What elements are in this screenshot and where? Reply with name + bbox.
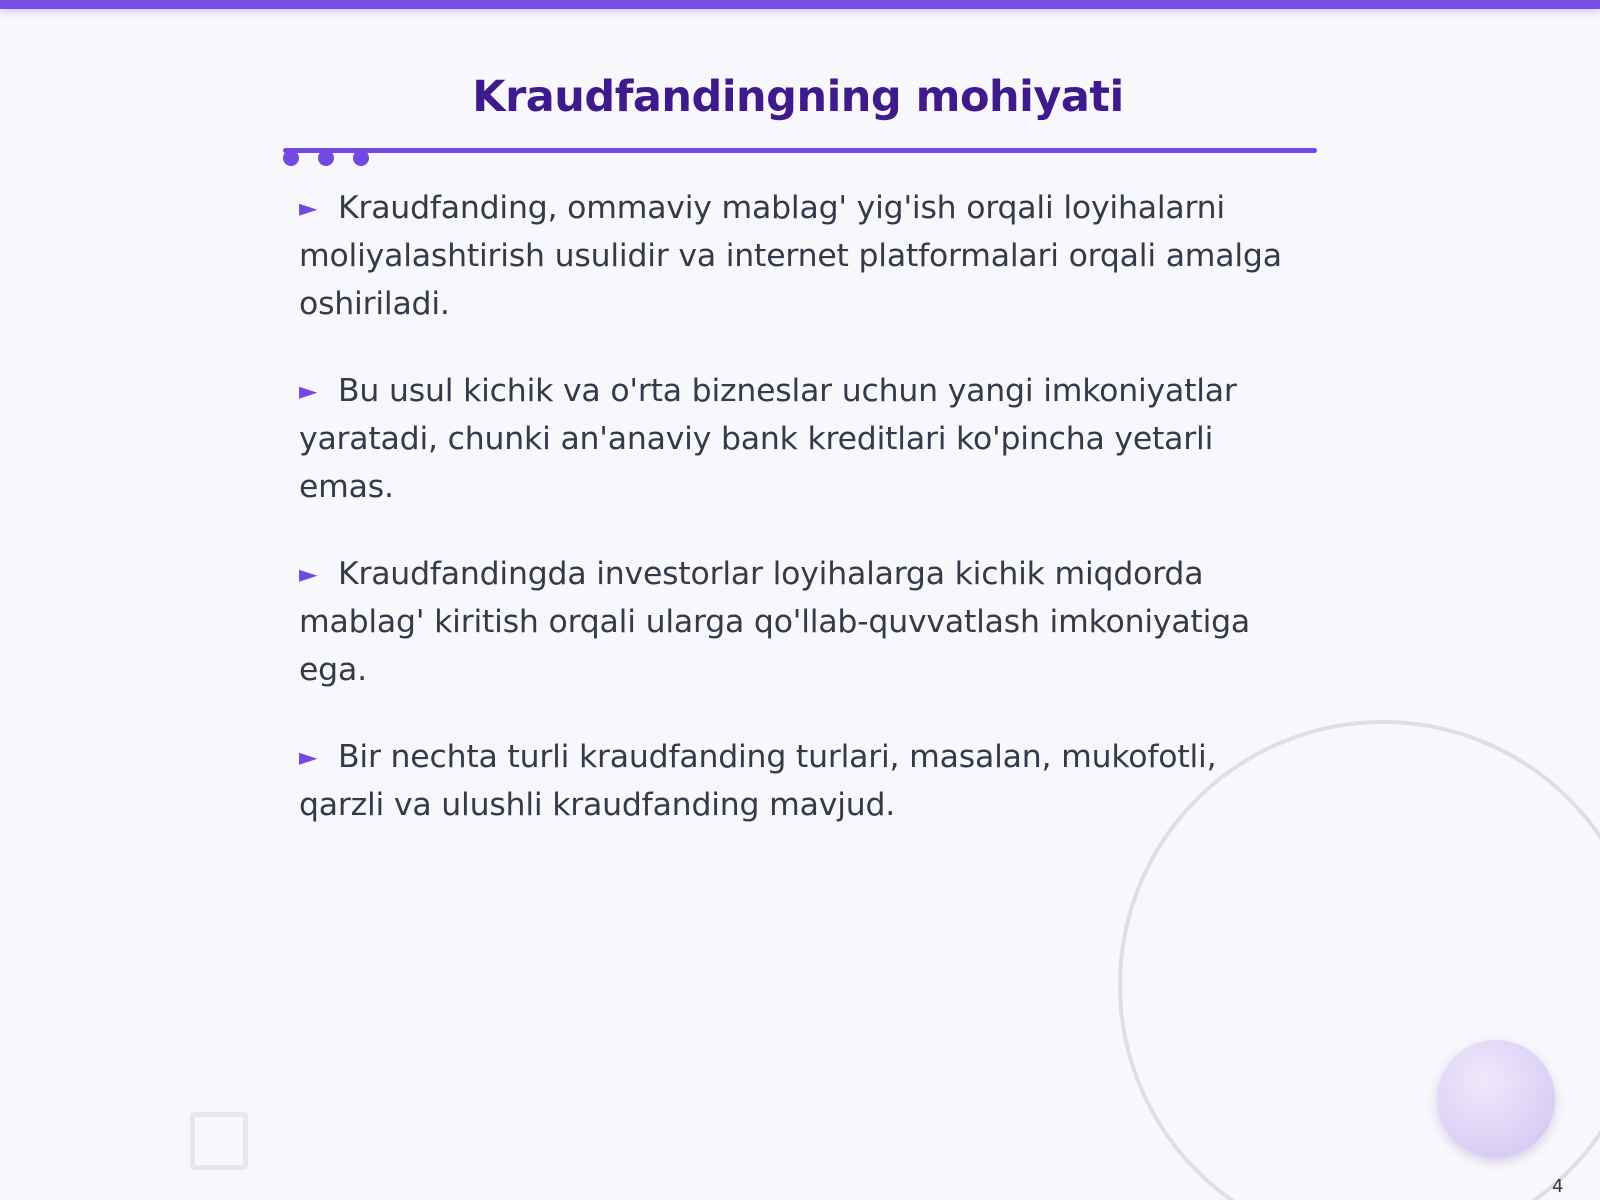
bullet-item xyxy=(299,733,1289,829)
decorative-dot xyxy=(283,150,299,166)
triangle-bullet-icon: ► xyxy=(299,743,318,771)
bullet-text: Bir nechta turli kraudfanding turlari, masalan, mukofotli, qarzli va ulushli kraudfanding mavjud. xyxy=(299,739,1217,823)
bullet-text: Kraudfanding, ommaviy mablag' yig'ish orqali loyihalarni moliyalashtirish usulidir va internet platformalari orqali amalga oshiriladi. xyxy=(299,190,1282,322)
bullet-list xyxy=(299,184,1289,868)
decorative-dot xyxy=(353,150,369,166)
title-underline xyxy=(283,148,1317,153)
decorative-orb xyxy=(1437,1040,1555,1158)
bullet-item xyxy=(299,550,1289,694)
bullet-text: Bu usul kichik va o'rta bizneslar uchun yangi imkoniyatlar yaratadi, chunki an'anaviy bank kreditlari ko'pincha yetarli emas. xyxy=(299,373,1237,505)
bullet-item xyxy=(299,184,1289,328)
decorative-square xyxy=(190,1112,248,1170)
bullet-text: Kraudfandingda investorlar loyihalarga kichik miqdorda mablag' kiritish orqali ularga qo'llab-quvvatlash imkoniyatiga ega. xyxy=(299,556,1251,688)
triangle-bullet-icon: ► xyxy=(299,377,318,405)
page-number: 4 xyxy=(1552,1176,1564,1197)
bullet-item xyxy=(299,367,1289,511)
triangle-bullet-icon: ► xyxy=(299,194,318,222)
top-accent-bar xyxy=(0,0,1600,9)
triangle-bullet-icon: ► xyxy=(299,560,318,588)
decorative-dot xyxy=(318,150,334,166)
slide-title: Kraudfandingning mohiyati xyxy=(472,72,1124,122)
